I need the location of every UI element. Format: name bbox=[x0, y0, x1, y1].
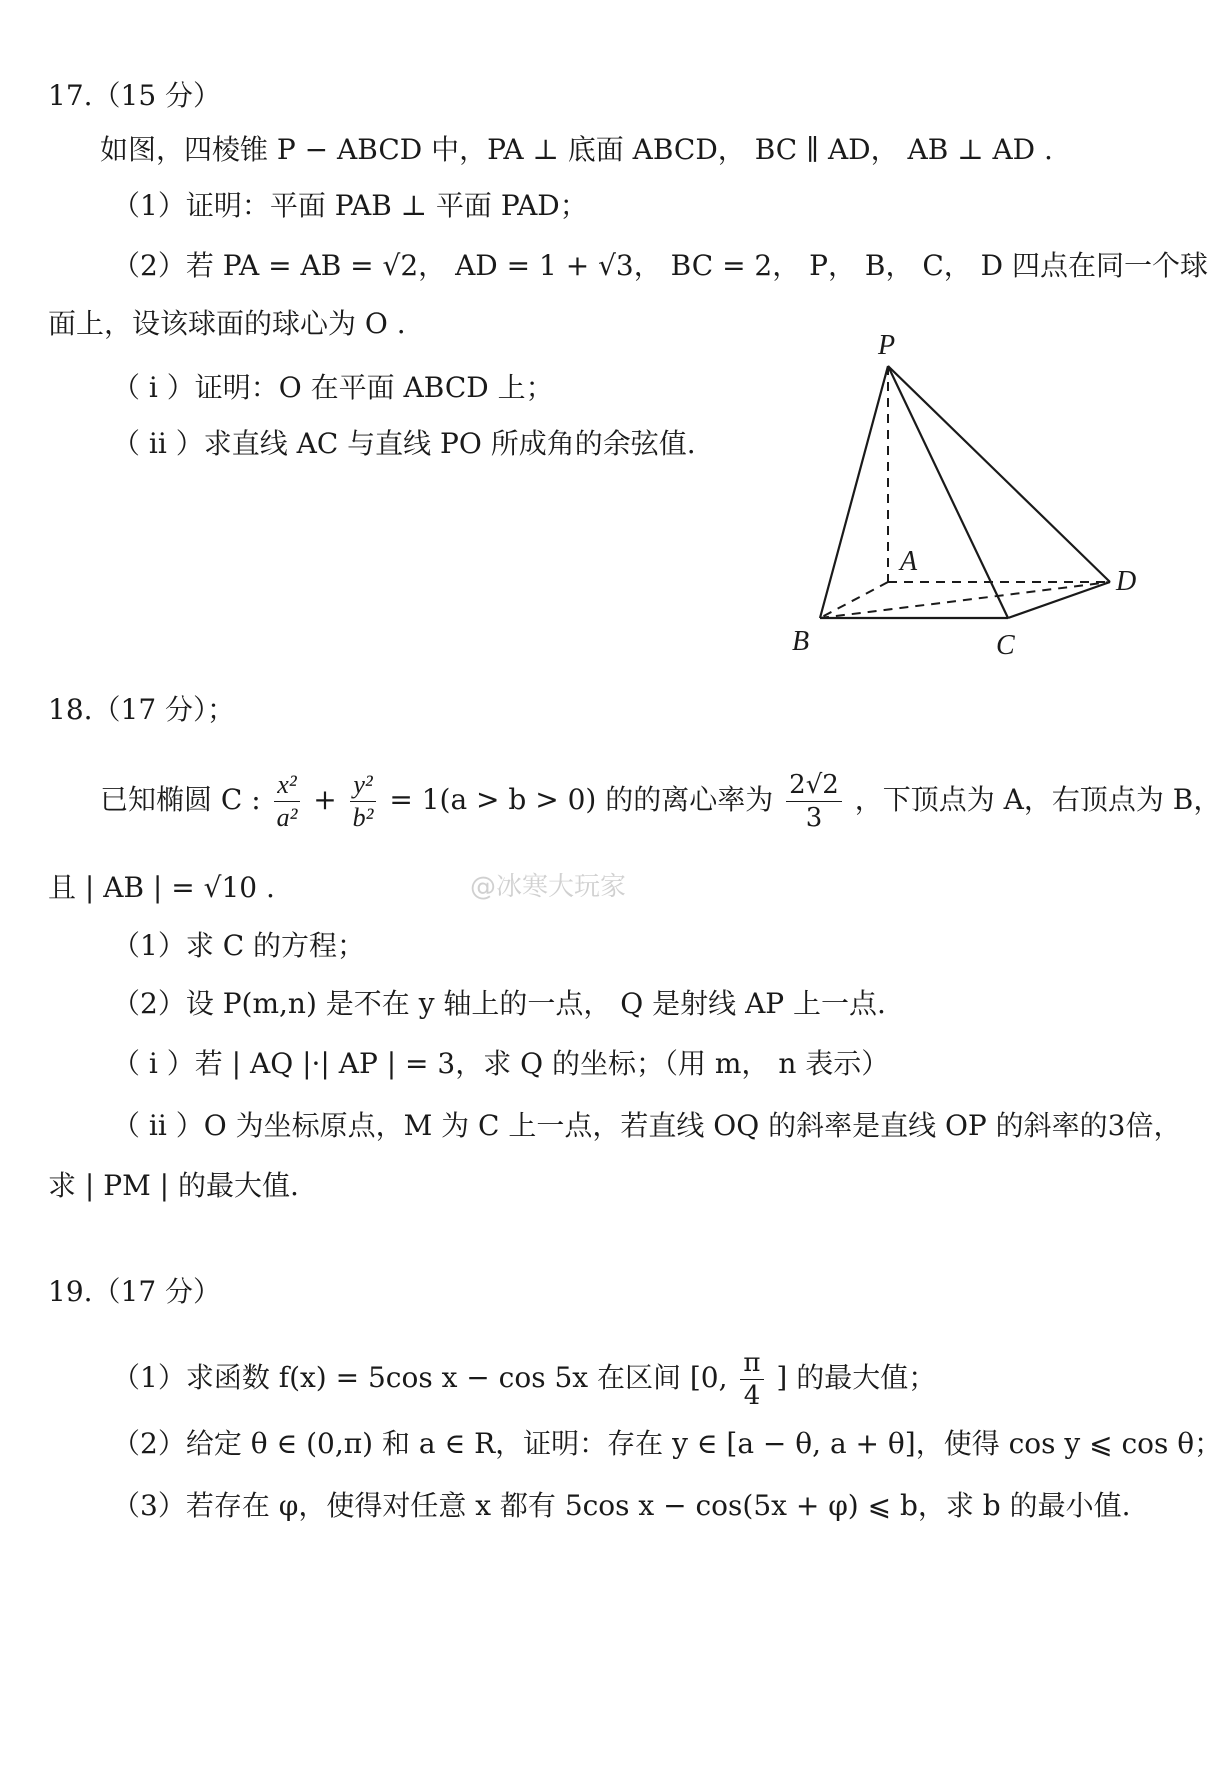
edge-BD bbox=[820, 582, 1110, 618]
q18-sub-ii-line1: （ ii ）O 为坐标原点，M 为 C 上一点，若直线 OQ 的斜率是直线 OP 的斜率的3倍， bbox=[112, 1109, 1182, 1142]
fraction-pi-4 bbox=[740, 1350, 763, 1409]
q19-part1-suffix: ] 的最大值； bbox=[776, 1361, 937, 1394]
fraction-x2-a2 bbox=[274, 772, 301, 831]
q19-part1-prefix: （1）求函数 f(x) = 5cos x − cos 5x 在区间 [0, bbox=[112, 1361, 728, 1394]
q17-header: 17.（15 分） bbox=[48, 79, 222, 112]
q18-part2: （2）设 P(m,n) 是不在 y 轴上的一点， Q 是射线 AP 上一点. bbox=[112, 987, 886, 1020]
plus-sign: + bbox=[313, 783, 337, 816]
frac3-den: 3 bbox=[805, 803, 823, 833]
q19-part3: （3）若存在 φ，使得对任意 x 都有 5cos x − cos(5x + φ) ⩽ b，求 b 的最小值. bbox=[112, 1489, 1131, 1522]
q17-intro: 如图，四棱锥 P − ABCD 中，PA ⊥ 底面 ABCD， BC ∥ AD， AB ⊥ AD . bbox=[100, 133, 1053, 166]
fraction-y2-b2 bbox=[350, 772, 377, 831]
label-P: P bbox=[878, 330, 896, 361]
q19-header: 19.（17 分） bbox=[48, 1275, 222, 1308]
frac-pi-den: 4 bbox=[743, 1381, 761, 1411]
q19-part2: （2）给定 θ ∈ (0,π) 和 a ∈ R，证明：存在 y ∈ [a − θ, a + θ]，使得 cos y ⩽ cos θ； bbox=[112, 1427, 1222, 1460]
frac2-num: y² bbox=[350, 772, 377, 802]
label-B: B bbox=[792, 626, 810, 657]
q18-line2: 且 | AB | = √10 . bbox=[48, 871, 275, 904]
q17-sub-ii: （ ii ）求直线 AC 与直线 PO 所成角的余弦值. bbox=[112, 427, 696, 460]
edge-PD bbox=[888, 366, 1110, 582]
edge-PB bbox=[820, 366, 888, 618]
q18-line1 bbox=[100, 762, 1221, 838]
watermark: @冰寒大玩家 bbox=[470, 872, 627, 902]
edge-AB bbox=[820, 582, 888, 618]
fraction-eccentricity bbox=[786, 772, 842, 831]
label-D: D bbox=[1116, 566, 1137, 597]
q18-part1: （1）求 C 的方程； bbox=[112, 929, 366, 962]
frac-pi-num: π bbox=[740, 1350, 763, 1380]
q17-sub-i: （ i ）证明：O 在平面 ABCD 上； bbox=[112, 371, 554, 404]
label-C: C bbox=[996, 630, 1015, 661]
q17-part1: （1）证明：平面 PAB ⊥ 平面 PAD； bbox=[112, 189, 588, 222]
q18-sub-i: （ i ）若 | AQ |·| AP | = 3，求 Q 的坐标；（用 m， n 表示） bbox=[112, 1047, 890, 1080]
pyramid-figure bbox=[780, 320, 1170, 660]
frac2-den: b² bbox=[352, 803, 374, 832]
q17-part2-line1: （2）若 PA = AB = √2， AD = 1 + √3， BC = 2， P， B， C， D 四点在同一个球 bbox=[112, 249, 1209, 282]
q18-sub-ii-line2: 求 | PM | 的最大值. bbox=[48, 1169, 299, 1202]
q18-line1-mid: = 1(a > b > 0) 的的离心率为 bbox=[389, 783, 774, 816]
edge-PC bbox=[888, 366, 1008, 618]
q17-part2-line2: 面上，设该球面的球心为 O . bbox=[48, 307, 406, 340]
q18-line1-suffix: ，下顶点为 A，右顶点为 B， bbox=[854, 783, 1222, 816]
frac3-num: 2√2 bbox=[786, 772, 842, 802]
q19-part1 bbox=[112, 1340, 936, 1416]
q18-line1-prefix: 已知椭圆 C : bbox=[100, 783, 261, 816]
label-A: A bbox=[900, 546, 918, 577]
q18-header: 18.（17 分）； bbox=[48, 693, 236, 726]
frac1-den: a² bbox=[276, 803, 298, 832]
frac1-num: x² bbox=[274, 772, 301, 802]
